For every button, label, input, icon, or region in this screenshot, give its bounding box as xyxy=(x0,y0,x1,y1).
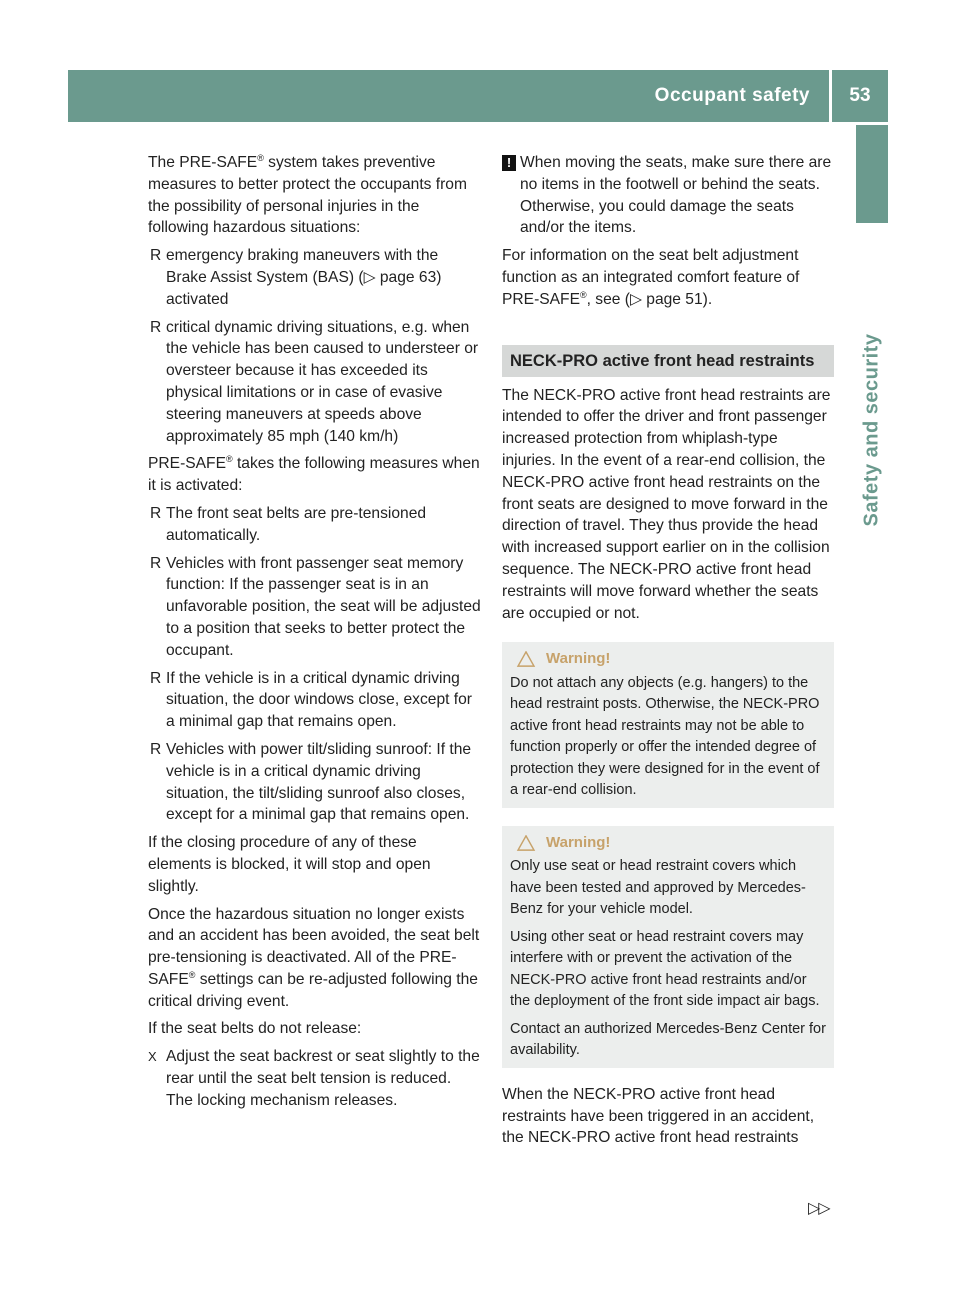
exclamation-icon: ! xyxy=(502,155,516,171)
step-result: The locking mechanism releases. xyxy=(166,1091,398,1109)
warning-triangle-icon xyxy=(516,835,536,851)
bullet-marker: R xyxy=(150,740,162,758)
left-column xyxy=(148,152,482,1118)
page-number: 53 xyxy=(849,85,871,106)
intro-paragraph: The PRE-SAFE® system takes preventive measures to better protect the occupants from the possibility of personal injuries in the following hazardous situations: xyxy=(148,152,467,237)
list-item: R emergency braking maneuvers with the Brake Assist System (BAS) (▷ page 63) activated xyxy=(150,247,442,308)
info-paragraph: For information on the seat belt adjustment function as an integrated comfort feature of PRE-SAFE®, see (▷ page 51). xyxy=(502,247,800,308)
closing-blocked-paragraph: If the closing procedure of any of these elements is blocked, it will stop and open slightly. xyxy=(148,834,431,895)
warning-triangle-icon xyxy=(516,651,536,667)
right-column xyxy=(502,152,834,1155)
bullet-marker: R xyxy=(150,504,162,522)
warning-box xyxy=(502,642,834,808)
warning-title: Warning! xyxy=(546,833,611,851)
side-tab-block xyxy=(856,125,888,223)
list-item: R The front seat belts are pre-tensioned automatically. xyxy=(150,504,427,544)
note-paragraph: ! When moving the seats, make sure there are no items in the footwell or behind the seats. Otherwise, you could damage the seats and/or the items. xyxy=(502,152,834,239)
bullet-marker: R xyxy=(150,554,162,572)
section-body: The NECK-PRO active front head restraints are intended to offer the driver and front passenger increased protection from whiplash-type injuries. In the event of a rear-end collision, the NECK-PRO active front head restraints on the front seats are designed to move forward in the direction of travel. They thus provide the head with increased support earlier on in the collision sequence. The NECK-PRO active front head restraints will move forward whether the seats are occupied or not. xyxy=(502,386,831,622)
continue-icon: ▷▷ xyxy=(808,1200,829,1217)
instruction-step: X Adjust the seat backrest or seat slightly to the rear until the seat belt tension is reduced. The locking mechanism releases. xyxy=(148,1048,480,1109)
warning-text: Only use seat or head restraint covers which have been tested and approved by Mercedes-Benz for your vehicle model. xyxy=(510,858,806,918)
list-item: R If the vehicle is in a critical dynamic driving situation, the door windows close, except for a minimal gap that remains open. xyxy=(150,669,472,731)
bullet-marker: R xyxy=(150,318,162,336)
measures-intro: PRE-SAFE® takes the following measures when it is activated: xyxy=(148,454,480,495)
warning-text: Do not attach any objects (e.g. hangers) to the head restraint posts. Otherwise, the NECK-PRO active front head restraints may not be able to function properly or offer the intended degree of protection they were designed for in the event of a rear-end collision. xyxy=(510,674,820,799)
warning-text: Using other seat or head restraint covers may interfere with or prevent the activation of the NECK-PRO active front head restraints and/or the deployment of the front side impact air bags. xyxy=(510,928,820,1010)
bullet-marker: R xyxy=(150,669,162,687)
not-release-paragraph: If the seat belts do not release: xyxy=(148,1020,362,1038)
list-item: R critical dynamic driving situations, e.g. when the vehicle has been caused to understeer or oversteer because it has exceeded its physical limitations or in case of evasive steering maneuvers at speeds above approximately 85 mph (140 km/h) xyxy=(150,318,479,445)
section-heading: NECK-PRO active front head restraints xyxy=(502,345,834,377)
warning-title: Warning! xyxy=(546,650,611,668)
step-marker: X xyxy=(148,1049,157,1065)
after-warning-paragraph: When the NECK-PRO active front head restraints have been triggered in an accident, the NECK-PRO active front head restraints xyxy=(502,1085,815,1147)
page-title: Occupant safety xyxy=(654,85,810,106)
side-tab-label: Safety and security xyxy=(860,333,883,527)
warning-text: Contact an authorized Mercedes-Benz Center for availability. xyxy=(510,1020,826,1059)
readjust-paragraph: Once the hazardous situation no longer exists and an accident has been avoided, the seat belt pre-tensioning is deactivated. All of the PRE-SAFE® settings can be re-adjusted following the critical driving event. xyxy=(148,905,480,1010)
warning-box xyxy=(502,826,834,1068)
bullet-marker: R xyxy=(150,247,162,265)
list-item: R Vehicles with front passenger seat memory function: If the passenger seat is in an unfavorable position, the seat will be adjusted to a position that seeks to better protect the occupant. xyxy=(150,554,481,659)
list-item: R Vehicles with power tilt/sliding sunroof: If the vehicle is in a critical dynamic driving situation, the tilt/sliding sunroof also closes, except for a minimal gap that remains open. xyxy=(150,740,472,824)
